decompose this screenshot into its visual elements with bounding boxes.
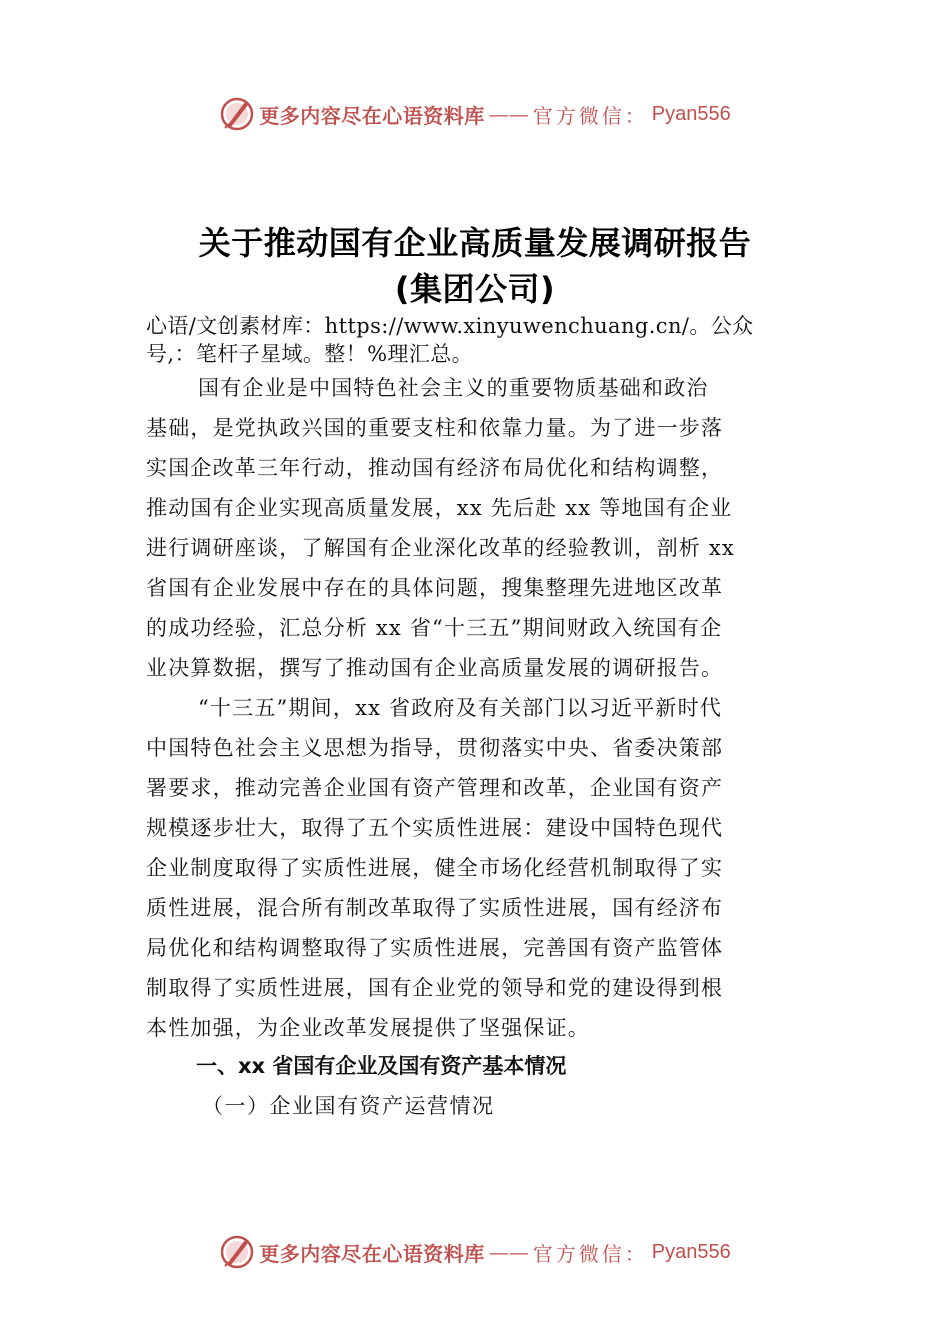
- paragraph-intro: [146, 368, 810, 688]
- paragraph-line: 进行调研座谈，了解国有企业深化改革的经验教训，剖析 xx: [146, 536, 735, 560]
- banner-text: 更多内容尽在心语资料库: [259, 1241, 485, 1266]
- paragraph-line: 中国特色社会主义思想为指导，贯彻落实中央、省委决策部: [146, 736, 724, 760]
- subsection-heading: （一）企业国有资产运营情况: [202, 1094, 495, 1118]
- document-body: [146, 312, 810, 1126]
- banner-dash: ——: [488, 1240, 529, 1264]
- paragraph-progress: [146, 688, 810, 1048]
- paragraph-line: 国有企业是中国特色社会主义的重要物质基础和政治: [198, 376, 709, 400]
- paragraph-line: 局优化和结构调整取得了实质性进展，完善国有资产监管体: [146, 936, 724, 960]
- paragraph-line: 实国企改革三年行动，推动国有经济布局优化和结构调整，: [146, 456, 724, 480]
- paragraph-line: 推动国有企业实现高质量发展，xx 先后赴 xx 等地国有企业: [146, 496, 733, 520]
- section-heading: 一、xx 省国有企业及国有资产基本情况: [196, 1054, 567, 1078]
- paragraph-line: 署要求，推动完善企业国有资产管理和改革，企业国有资产: [146, 776, 724, 800]
- source-note: [146, 312, 810, 368]
- paragraph-line: 制取得了实质性进展，国有企业党的领导和党的建设得到根: [146, 976, 724, 1000]
- quill-pen-logo-icon: [219, 1234, 255, 1270]
- banner-wechat-id: Pyan556: [651, 102, 731, 125]
- paragraph-line: 业决算数据，撰写了推动国有企业高质量发展的调研报告。: [146, 656, 724, 680]
- banner-text: 更多内容尽在心语资料库: [259, 103, 485, 128]
- source-line: 心语/文创素材库：https://www.xinyuwenchuang.cn/。公众: [146, 314, 754, 338]
- quill-pen-logo-icon: [219, 96, 255, 132]
- source-line: 号,：笔杆子星域。整！%理汇总。: [146, 342, 474, 366]
- paragraph-line: 质性进展，混合所有制改革取得了实质性进展，国有经济布: [146, 896, 724, 920]
- banner-wechat-id: Pyan556: [651, 1240, 731, 1263]
- banner-dash: ——: [488, 102, 529, 126]
- paragraph-line: 的成功经验，汇总分析 xx 省“十三五”期间财政入统国有企: [146, 616, 723, 640]
- paragraph-line: “十三五”期间，xx 省政府及有关部门以习近平新时代: [198, 696, 723, 720]
- paragraph-line: 企业制度取得了实质性进展，健全市场化经营机制取得了实: [146, 856, 724, 880]
- document-subtitle: (集团公司): [394, 270, 556, 308]
- document-title: 关于推动国有企业高质量发展调研报告: [198, 224, 752, 262]
- banner-wechat-label: 官方微信：: [532, 1241, 648, 1266]
- paragraph-line: 规模逐步壮大，取得了五个实质性进展：建设中国特色现代: [146, 816, 724, 840]
- paragraph-line: 省国有企业发展中存在的具体问题，搜集整理先进地区改革: [146, 576, 724, 600]
- banner-wechat-label: 官方微信：: [532, 103, 648, 128]
- footer-banner: [0, 1232, 950, 1272]
- header-banner: [0, 94, 950, 134]
- paragraph-line: 基础，是党执政兴国的重要支柱和依靠力量。为了进一步落: [146, 416, 724, 440]
- paragraph-line: 本性加强，为企业改革发展提供了坚强保证。: [146, 1016, 590, 1040]
